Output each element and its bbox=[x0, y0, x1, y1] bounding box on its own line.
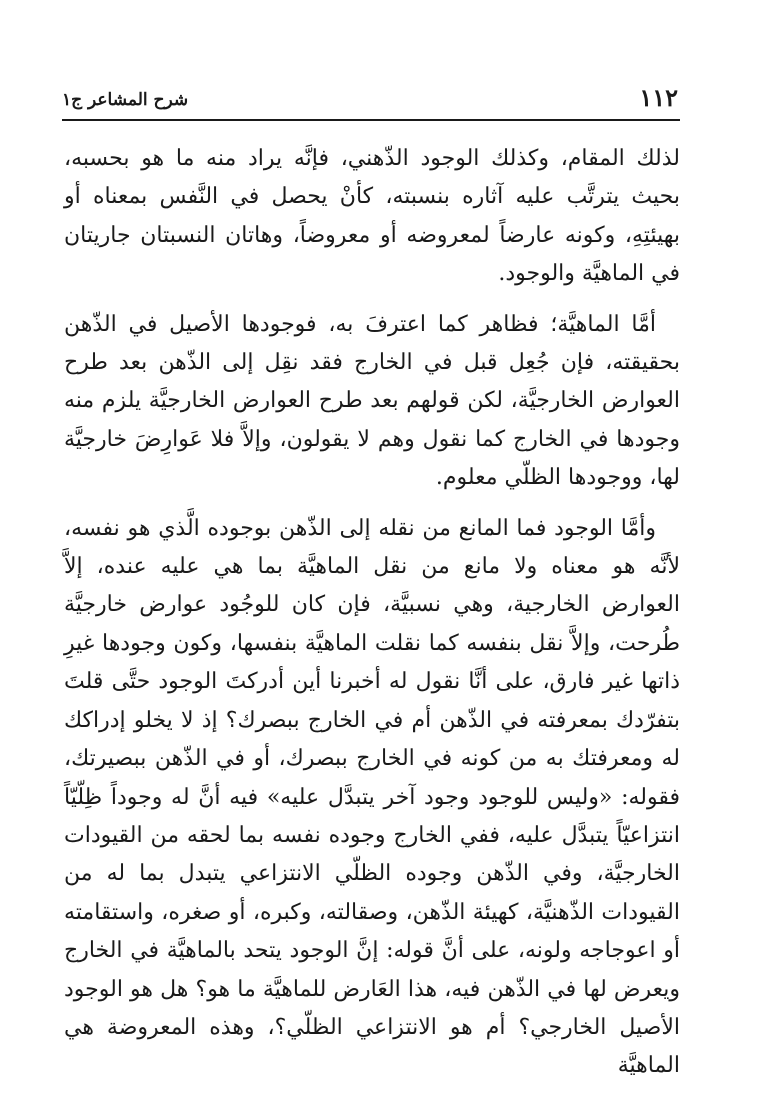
page-header bbox=[62, 84, 678, 120]
paragraph-1: لذلك المقام، وكذلك الوجود الذّهني، فإنَّه يراد منه ما هو بحسبه، بحيث يترتَّب عليه آثاره بنسبته، كأنْ يحصل في النَّفس بمعناه أو بهيئتِهِ، وكونه عارضاً لمعروضه أو معروضاً، وهاتان النسبتان جاريتان في الماهيَّة والوجود. bbox=[64, 146, 680, 287]
running-title: شرح المشاعر ج١ bbox=[62, 90, 189, 110]
paragraph-2: أمَّا الماهيَّة؛ فظاهر كما اعترفَ به، فوجودها الأصيل في الذّهن بحقيقته، فإن جُعِل قبل في الخارج فقد نقِل إلى الذّهن بعد طرح العوارض الخارجيَّة، لكن قولهم بعد طرح العوارض الخارجيَّة يلزم منه وجودها في الخارج كما نقول وهم لا يقولون، وإلاَّ فلا عَوارِضَ خارجيَّة لها، ووجودها الظلّي معلوم. bbox=[64, 311, 680, 491]
page-body bbox=[64, 140, 680, 1086]
header-rule bbox=[62, 119, 680, 121]
page-number: ١١٢ bbox=[639, 83, 678, 112]
paragraph-3: وأمَّا الوجود فما المانع من نقله إلى الذّهن بوجوده الَّذي هو نفسه، لأنَّه هو معناه ولا مانع من نقل الماهيَّة بما هي عليه عنده، إلاَّ العوارض الخارجية، وهي نسبيَّة، فإن كان للوجُود عوارض خارجيَّة طُرحت، وإلاَّ نقل بنفسه كما نقلت الماهيَّة بنفسها، وكون وجودها غيرِ ذاتها غير فارق، على أنَّا نقول له أخبرنا أين أدركتَ الوجود حتَّى قلتَ بتفرّدك بمعرفته في الذّهن أم في الخارج ببصرك؟ إذ لا يخلو إدراكك له ومعرفتك به من كونه في الخارج ببصرك، أو في الذّهن ببصيرتك، فقوله: «وليس للوجود وجود آخر يتبدَّل عليه» فيه أنَّ له وجوداً ظِلّيّاً انتزاعيّاً يتبدَّل عليه، ففي الخارج وجوده نفسه بما لحقه من القيودات الخارجيَّة، وفي الذّهن وجوده الظلّي الانتزاعي يتبدل بما له من القيودات الذّهنيَّة، كهيئة الذّهن، وصقالته، وكبره، أو صغره، واستقامته أو اعوجاجه ولونه، على أنَّ قوله: إنَّ الوجود يتحد بالماهيَّة في الخارج ويعرض لها في الذّهن فيه، هذا العَارض للماهيَّة ما هو؟ هل هو الوجود الأصيل الخارجي؟ أم هو الانتزاعي الظلّي؟، وهذه المعروضة هي الماهيَّة bbox=[64, 515, 680, 1079]
